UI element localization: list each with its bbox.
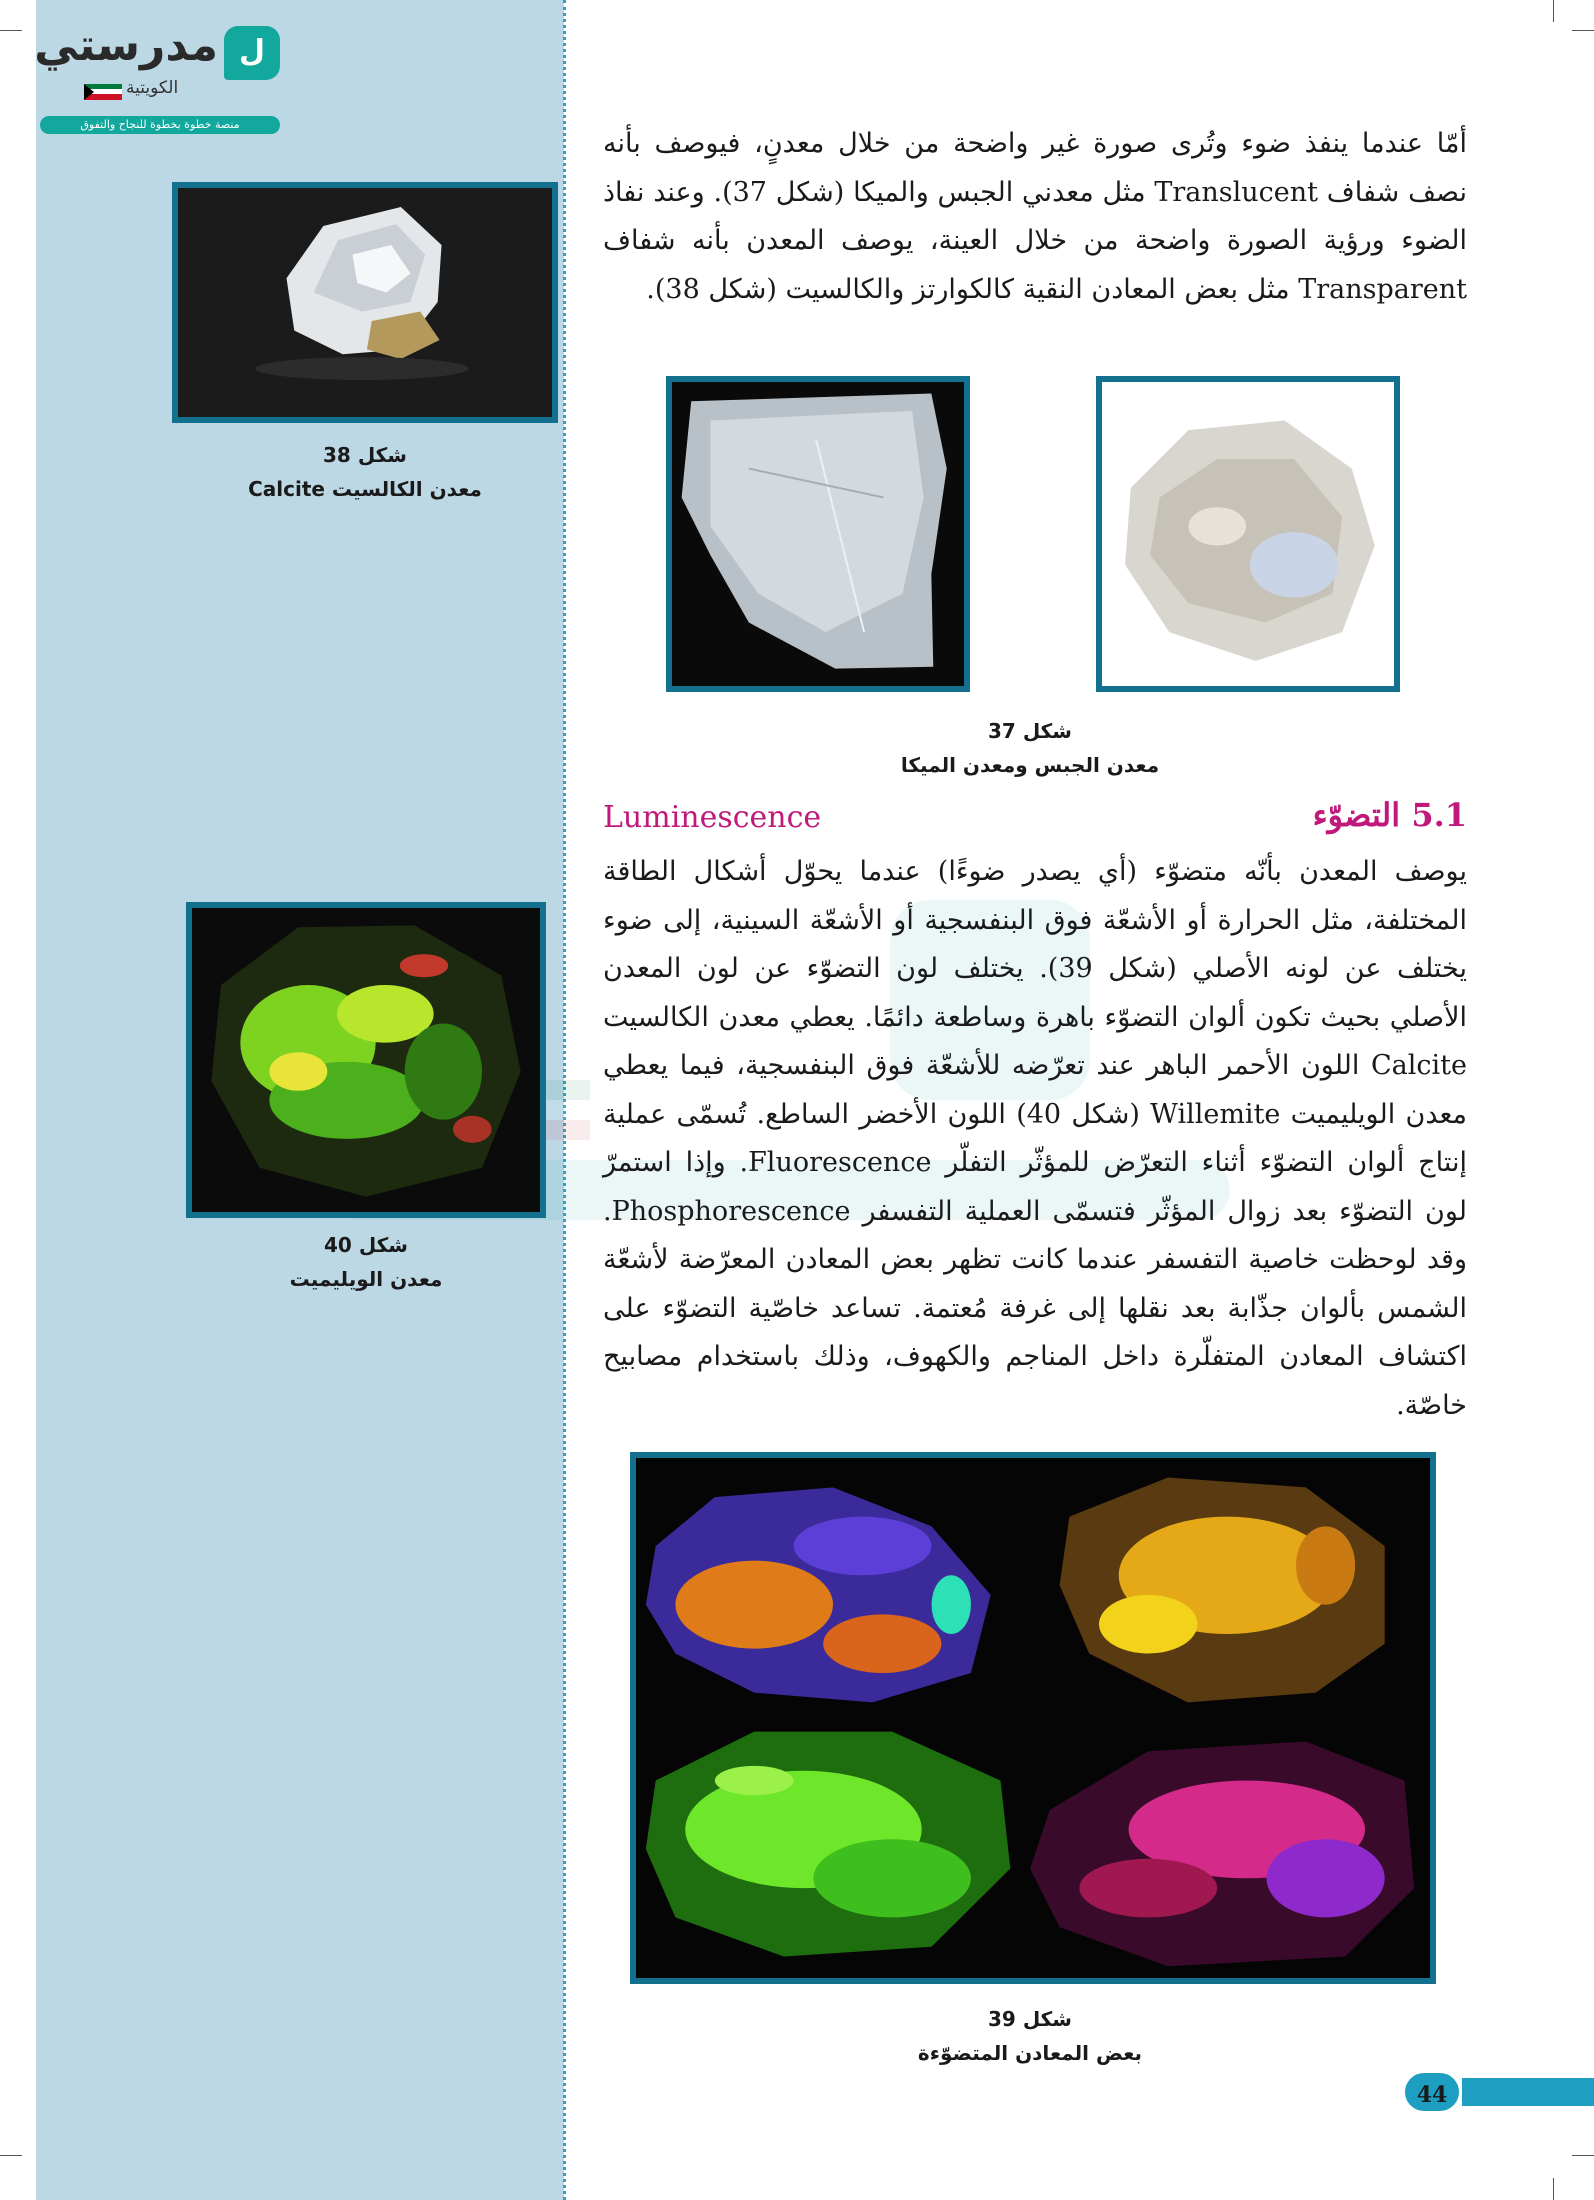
logo-badge-icon: ل [224, 26, 280, 80]
page-number: 44 [1402, 2070, 1462, 2114]
figure-37-gypsum-image [1096, 376, 1400, 692]
crop-mark [0, 30, 22, 31]
figure-37-number: شكل 37 [988, 719, 1072, 743]
logo-tagline: منصة خطوة بخطوة للنجاح والتفوق [40, 116, 280, 134]
crop-mark [1572, 30, 1594, 31]
crop-mark [1553, 2178, 1554, 2200]
figure-40-title: معدن الويليميت [289, 1267, 443, 1291]
figure-37-title: معدن الجبس ومعدن الميكا [900, 753, 1160, 777]
figure-39-caption [830, 2002, 1230, 2070]
site-logo[interactable] [34, 20, 284, 131]
figure-40-caption [186, 1228, 546, 1296]
logo-title: مدرستي [34, 20, 218, 71]
figure-38-number: شكل 38 [323, 443, 407, 467]
figure-38-caption [172, 438, 558, 506]
logo-subtitle: الكويتية [126, 78, 179, 98]
section-title: 5.1 التضوّء [1312, 796, 1467, 834]
kuwait-flag-icon [84, 84, 122, 100]
figure-39-title: بعض المعادن المتضوّءة [917, 2041, 1143, 2065]
crop-mark [0, 2155, 22, 2156]
section-title-english: Luminescence [603, 800, 822, 835]
paragraph-transparency: أمّا عندما ينفذ ضوء وتُرى صورة غير واضحة من خلال معدنٍ، فيوصف بأنه نصف شفاف Translucent مثل معدني الجبس والميكا (شكل 37). وعند نفاذ الضوء ورؤية الصورة واضحة من خلال العينة، يوصف المعدن بأنه شفاف Transparent مثل بعض المعادن النقية كالكوارتز والكالسيت (شكل 38). [603, 128, 1467, 305]
figure-39-image [630, 1452, 1436, 1984]
section-heading [603, 796, 1467, 846]
figure-40-number: شكل 40 [324, 1233, 408, 1257]
crop-mark [1553, 0, 1554, 22]
paragraph-luminescence: يوصف المعدن بأنّه متضوّء (أي يصدر ضوءًا) عندما يحوّل أشكال الطاقة المختلفة، مثل الحرارة أو الأشعّة فوق البنفسجية أو الأشعّة السينية، إلى ضوء يختلف عن لونه الأصلي (شكل 39). يختلف لون التضوّء عن لون المعدن الأصلي بحيث تكون ألوان التضوّء باهرة وساطعة دائمًا. يعطي معدن الكالسيت Calcite اللون الأحمر الباهر عند تعرّضه للأشعّة فوق البنفسجية، فيما يعطي معدن الويليميت Willemite (شكل 40) اللون الأخضر الساطع. تُسمّى عملية إنتاج ألوان التضوّء أثناء التعرّض للمؤثّر التفلّر Fluorescence. وإذا استمرّ لون التضوّء بعد زوال المؤثّر فتسمّى العملية التفسفر Phosphorescence. وقد لوحظت خاصية التفسفر عندما كانت تظهر بعض المعادن المعرّضة لأشعّة الشمس بألوان جذّابة بعد نقلها إلى غرفة مُعتمة. تساعد خاصّية التضوّء على اكتشاف المعادن المتفلّرة داخل المناجم والكهوف، وذلك باستخدام مصابيح خاصّة. [603, 856, 1467, 1421]
figure-37-mica-image [666, 376, 970, 692]
figure-38-image [172, 182, 558, 423]
page-number-bar [1462, 2078, 1594, 2106]
figure-37-caption [830, 714, 1230, 782]
figure-38-title: معدن الكالسيت Calcite [248, 477, 482, 501]
figure-40-image [186, 902, 546, 1218]
crop-mark [1572, 2155, 1594, 2156]
figure-39-number: شكل 39 [988, 2007, 1072, 2031]
